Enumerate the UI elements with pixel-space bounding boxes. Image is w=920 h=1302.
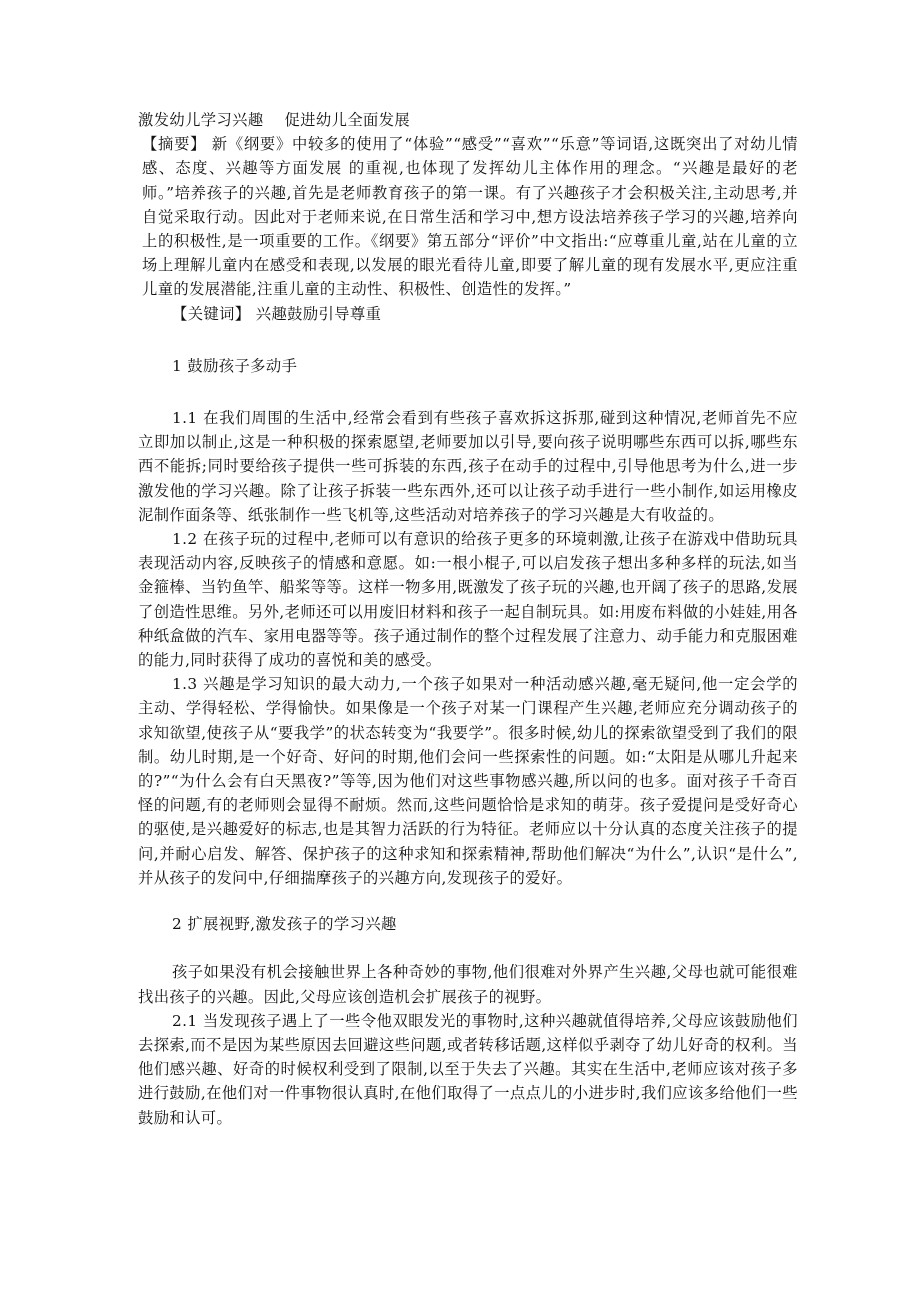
keywords-line: 【关键词】 兴趣鼓励引导尊重: [172, 304, 382, 323]
paragraph-1-1: 1.1 在我们周围的生活中,经常会看到有些孩子喜欢拆这拆那,碰到这种情况,老师首先不应立即加以制止,这是一种积极的探索愿望,老师要加以引导,要向孩子说明哪些东西可以拆,哪些东西不能拆;同时要给孩子提供一些可拆装的东西,孩子在动手的过程中,引导他思考为什么,进一步激发他的学习兴趣。除了让孩子拆装一些东西外,还可以让孩子动手进行一些小制作,如运用橡皮泥制作面条等、纸张制作一些飞机等,这些活动对培养孩子的学习兴趣是大有收益的。: [138, 409, 798, 524]
spacer: [138, 936, 798, 960]
abstract-paragraph: 【摘要】 新《纲要》中较多的使用了“体验”“感受”“喜欢”“乐意”等词语,这既突出了对幼儿情感、态度、兴趣等方面发展 的重视,也体现了发挥幼儿主体作用的理念。“兴趣是最好的老师。”培养孩子的兴趣,首先是老师教育孩子的第一课。有了兴趣孩子才会积极关注,主动思考,并自觉采取行动。因此对于老师来说,在日常生活和学习中,想方设法培养孩子学习的兴趣,培养向上的积极性,是一项重要的工作。《纲要》第五部分“评价”中文指出:“应尊重儿童,站在儿童的立场上理解儿童内在感受和表现,以发展的眼光看待儿童,即要了解儿童的现有发展水平,更应注重儿童的发展潜能,注重儿童的主动性、积极性、创造性的发挥。”: [142, 135, 798, 299]
section-1-heading: 1 鼓励孩子多动手: [172, 356, 298, 375]
paragraph-2-1: 2.1 当发现孩子遇上了一些令他双眼发光的事物时,这种兴趣就值得培养,父母应该鼓励他们去探索,而不是因为某些原因去回避这些问题,或者转移话题,这样似乎剥夺了幼儿好奇的权利。当他们感兴趣、好奇的时候权利受到了限制,以至于失去了兴趣。其实在生活中,老师应该对孩子多进行鼓励,在他们对一件事物很认真时,在他们取得了一点点儿的小进步时,我们应该多给他们一些鼓励和认可。: [138, 1011, 798, 1127]
document-title: 激发幼儿学习兴趣 促进幼儿全面发展: [138, 111, 411, 129]
spacer: [138, 378, 798, 406]
section-2-heading: 2 扩展视野,激发孩子的学习兴趣: [172, 915, 397, 934]
spacer: [138, 890, 798, 912]
paragraph-2-intro: 孩子如果没有机会接触世界上各种奇妙的事物,他们很难对外界产生兴趣,父母也就可能很难找出孩子的兴趣。因此,父母应该创造机会扩展孩子的视野。: [138, 963, 798, 1006]
paragraph-1-2: 1.2 在孩子玩的过程中,老师可以有意识的给孩子更多的环境刺激,让孩子在游戏中借助玩具表现活动内容,反映孩子的情感和意愿。如:一根小棍子,可以启发孩子想出多种多样的玩法,如当金箍棒、当钓鱼竿、船桨等等。这样一物多用,既激发了孩子玩的兴趣,也开阔了孩子的思路,发展了创造性思维。另外,老师还可以用废旧材料和孩子一起自制玩具。如:用废布料做的小娃娃,用各种纸盒做的汽车、家用电器等等。孩子通过制作的整个过程发展了注意力、动手能力和克服困难的能力,同时获得了成功的喜悦和美的感受。: [138, 530, 798, 670]
spacer: [138, 326, 798, 354]
paragraph-1-3: 1.3 兴趣是学习知识的最大动力,一个孩子如果对一种活动感兴趣,毫无疑问,他一定会学的主动、学得轻松、学得愉快。如果像是一个孩子对某一门课程产生兴趣,老师应充分调动孩子的求知欲望,使孩子从“要我学”的状态转变为“我要学”。很多时候,幼儿的探索欲望受到了我们的限制。幼儿时期,是一个好奇、好问的时期,他们会问一些探索性的问题。如:“太阳是从哪儿升起来的?”“为什么会有白天黑夜?”等等,因为他们对这些事物感兴趣,所以问的也多。面对孩子千奇百怪的问题,有的老师则会显得不耐烦。然而,这些问题恰恰是求知的萌芽。孩子爱提问是受好奇心的驱使,是兴趣爱好的标志,也是其智力活跃的行为特征。老师应以十分认真的态度关注孩子的提问,并耐心启发、解答、保护孩子的这种求知和探索精神,帮助他们解决“为什么”,认识“是什么”,并从孩子的发问中,仔细揣摩孩子的兴趣方向,发现孩子的爱好。: [138, 675, 798, 887]
document-page: [138, 108, 798, 1130]
